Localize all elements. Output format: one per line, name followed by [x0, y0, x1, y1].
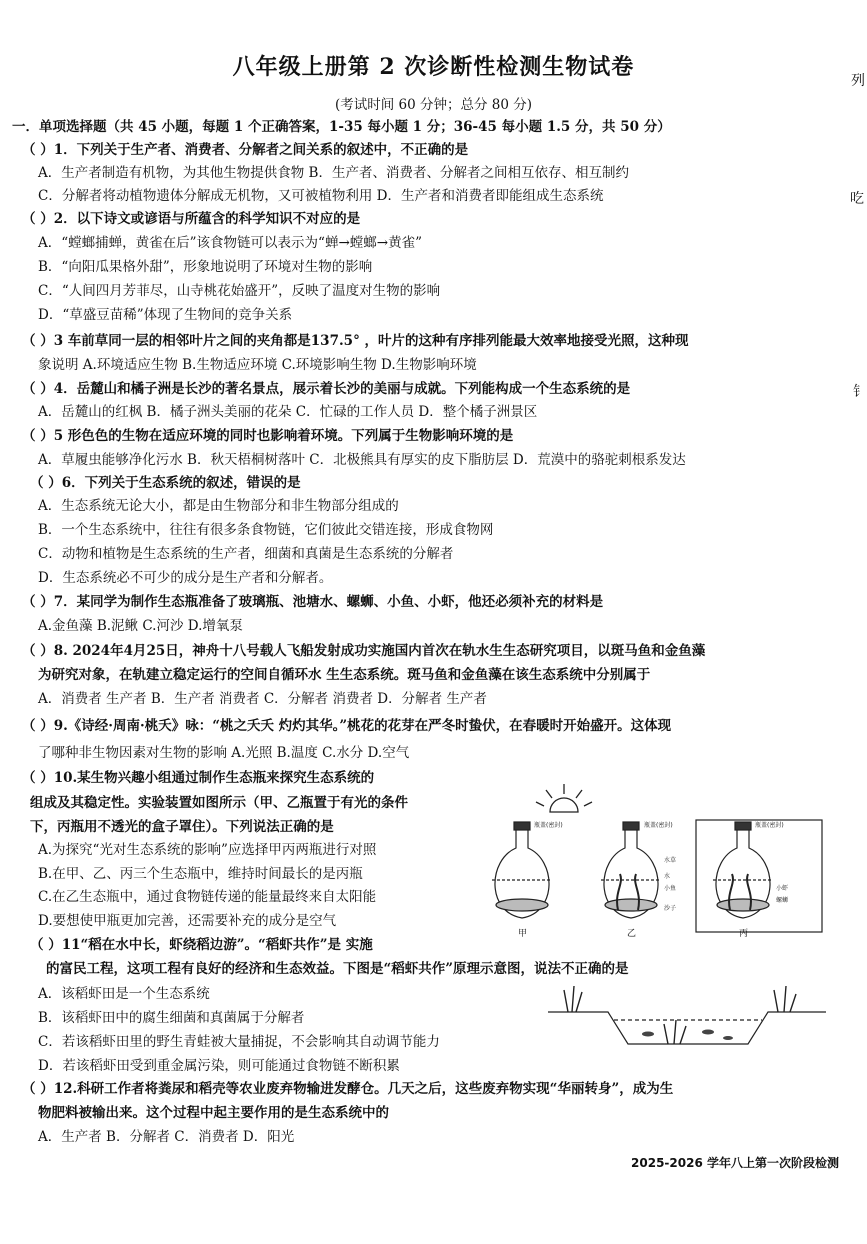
jar-label-yi: 乙 — [627, 929, 637, 939]
q2-stem: （ ）2．以下诗文或谚语与所蕴含的科学知识不对应的是 — [22, 211, 361, 227]
q5-options: A．草履虫能够净化污水 B．秋天梧桐树落叶 C．北极熊具有厚实的皮下脂肪层 D．荒漠中的骆驼刺根系发达 — [38, 452, 686, 468]
q1-stem: （ ）1．下列关于生产者、消费者、分解者之间关系的叙述中，不正确的是 — [22, 142, 469, 158]
q11-option-b: B．该稻虾田中的腐生细菌和真菌属于分解者 — [38, 1010, 305, 1026]
lightproof-box — [696, 820, 822, 932]
jar-tag-water: 水 — [664, 873, 671, 880]
q6-stem: （ ）6．下列关于生态系统的叙述，错误的是 — [30, 475, 301, 491]
rice-shrimp-figure — [548, 984, 828, 1056]
q11-option-d: D．若该稻虾田受到重金属污染，则可能通过食物链不断积累 — [38, 1058, 400, 1074]
q4-options: A．岳麓山的红枫 B．橘子洲头美丽的花朵 C．忙碌的工作人员 D．整个橘子洲景区 — [38, 404, 538, 420]
q9-stem: （ ）9.《诗经·周南·桃夭》咏：“桃之夭夭 灼灼其华。”桃花的花芽在严冬时蛰伏，在春暖时开始盛开。这体现 — [22, 718, 672, 734]
q5-stem: （ ）5 形色色的生物在适应环境的同时也影响着环境。下列属于生物影响环境的是 — [22, 428, 514, 444]
q10-option-a: A.为探究“光对生态系统的影响”应选择甲丙两瓶进行对照 — [38, 842, 377, 858]
q8-stem-cont: 为研究对象，在轨建立稳定运行的空间自循环水 生生态系统。斑马鱼和金鱼藻在该生态系统中分别属于 — [38, 667, 651, 683]
jar-yi — [601, 822, 661, 918]
edge-mark-3: 钅 — [853, 384, 867, 400]
q12-stem: （ ）12.科研工作者将粪尿和稻壳等农业废弃物输进发酵仓。几天之后，这些废弃物实现“华丽转身”，成为生 — [22, 1081, 674, 1097]
jar-tag-plant: 水草 — [664, 857, 677, 864]
q11-option-a: A．该稻虾田是一个生态系统 — [38, 986, 210, 1002]
eco-bottle-figure — [478, 780, 826, 940]
q11-option-c: C．若该稻虾田里的野生青蛙被大量捕捉，不会影响其自动调节能力 — [38, 1034, 440, 1050]
q10-option-c: C.在乙生态瓶中，通过食物链传递的能量最终来自太阳能 — [38, 889, 377, 905]
jar-tag-fish: 小鱼 — [664, 885, 677, 892]
jar-tag-sand: 沙子 — [664, 905, 677, 912]
q9-options: 了哪种非生物因素对生物的影响 A.光照 B.温度 C.水分 D.空气 — [38, 745, 410, 761]
q4-stem: （ ）4．岳麓山和橘子洲是长沙的著名景点，展示着长沙的美丽与成就。下列能构成一个生态系统的是 — [22, 381, 631, 397]
jar-label-jia: 甲 — [518, 929, 528, 939]
q6-option-c: C．动物和植物是生态系统的生产者，细菌和真菌是生态系统的分解者 — [38, 546, 454, 562]
q8-options: A．消费者 生产者 B．生产者 消费者 C．分解者 消费者 D．分解者 生产者 — [38, 691, 487, 707]
footer-text: 2025-2026 学年八上第一次阶段检测 — [631, 1156, 839, 1170]
q1-options-cd: C．分解者将动植物遗体分解成无机物，又可被植物利用 D．生产者和消费者即能组成生态系统 — [38, 188, 604, 204]
sun-icon — [536, 784, 592, 812]
q11-stem-cont: 的富民工程，这项工程有良好的经济和生态效益。下图是“稻虾共作”原理示意图，说法不正确的是 — [46, 961, 629, 977]
q10-stem-cont2: 下，丙瓶用不透光的盒子罩住）。下列说法正确的是 — [30, 819, 334, 835]
rice-plant-icon — [564, 986, 796, 1044]
q12-stem-cont: 物肥料被输出来。这个过程中起主要作用的是生态系统中的 — [38, 1105, 389, 1121]
jar-tag-lid: 瓶盖(密封) — [534, 822, 563, 829]
edge-mark-1: 列 — [851, 73, 865, 89]
q10-stem: （ ）10.某生物兴趣小组通过制作生态瓶来探究生态系统的 — [22, 770, 375, 786]
q10-stem-cont1: 组成及其稳定性。实验装置如图所示（甲、乙瓶置于有光的条件 — [30, 795, 408, 811]
q6-option-b: B．一个生态系统中，往往有很多条食物链，它们彼此交错连接，形成食物网 — [38, 522, 494, 538]
section-heading: 一．单项选择题（共 45 小题，每题 1 个正确答案，1-35 每小题 1 分；36-45 每小题 1.5 分，共 50 分） — [12, 119, 671, 135]
q8-stem: （ ）8. 2024年4月25日，神舟十八号载人飞船发射成功实施国内首次在轨水生生态研究项目，以斑马鱼和金鱼藻 — [22, 643, 706, 659]
q6-option-a: A．生态系统无论大小，都是由生物部分和非生物部分组成的 — [38, 498, 399, 514]
jar-bing — [713, 822, 773, 918]
q2-option-c: C．“人间四月芳菲尽，山寺桃花始盛开”，反映了温度对生物的影响 — [38, 283, 441, 299]
q2-option-b: B．“向阳瓜果格外甜”，形象地说明了环境对生物的影响 — [38, 259, 373, 275]
q12-options: A．生产者 B．分解者 C．消费者 D．阳光 — [38, 1129, 295, 1145]
jar-tag-lid-2: 瓶盖(密封) — [644, 822, 673, 829]
jar-jia — [492, 822, 552, 918]
q11-stem: （ ）11“稻在水中长，虾绕稻边游”。“稻虾共作”是 实施 — [30, 937, 373, 953]
q10-option-b: B.在甲、乙、丙三个生态瓶中，维持时间最长的是丙瓶 — [38, 866, 363, 882]
q7-options: A.金鱼藻 B.泥鳅 C.河沙 D.增氧泵 — [38, 618, 243, 634]
shrimp-icon — [642, 1030, 733, 1041]
q3-stem: （ ）3 车前草同一层的相邻叶片之间的夹角都是137.5° ，叶片的这种有序排列能最大效率地接受光照，这种现 — [22, 333, 689, 349]
jar-tag-snail: 螺蛳 — [776, 897, 789, 904]
q1-options-ab: A．生产者制造有机物，为其他生物提供食物 B．生产者、消费者、分解者之间相互依存、相互制约 — [38, 165, 629, 181]
q3-options: 象说明 A.环境适应生物 B.生物适应环境 C.环境影响生物 D.生物影响环境 — [38, 357, 477, 373]
jar-tag-shrimp: 小虾 — [776, 885, 789, 892]
q2-option-d: D．“草盛豆苗稀”体现了生物间的竞争关系 — [38, 307, 293, 323]
edge-mark-2: 吃 — [850, 191, 864, 207]
jar-tag-lid-3: 瓶盖(密封) — [755, 822, 784, 829]
exam-subtitle: (考试时间 60 分钟；总分 80 分) — [334, 97, 533, 113]
jar-label-bing: 丙 — [739, 929, 749, 939]
q10-option-d: D.要想使甲瓶更加完善，还需要补充的成分是空气 — [38, 913, 337, 929]
field-profile — [548, 1012, 826, 1044]
q6-option-d: D．生态系统必不可少的成分是生产者和分解者。 — [38, 570, 333, 586]
q7-stem: （ ）7．某同学为制作生态瓶准备了玻璃瓶、池塘水、螺蛳、小鱼、小虾，他还必须补充的材料是 — [22, 594, 604, 610]
exam-title: 八年级上册第 2 次诊断性检测生物试卷 — [232, 54, 635, 80]
q2-option-a: A．“螳螂捕蝉，黄雀在后”该食物链可以表示为“蝉→螳螂→黄雀” — [38, 235, 422, 251]
